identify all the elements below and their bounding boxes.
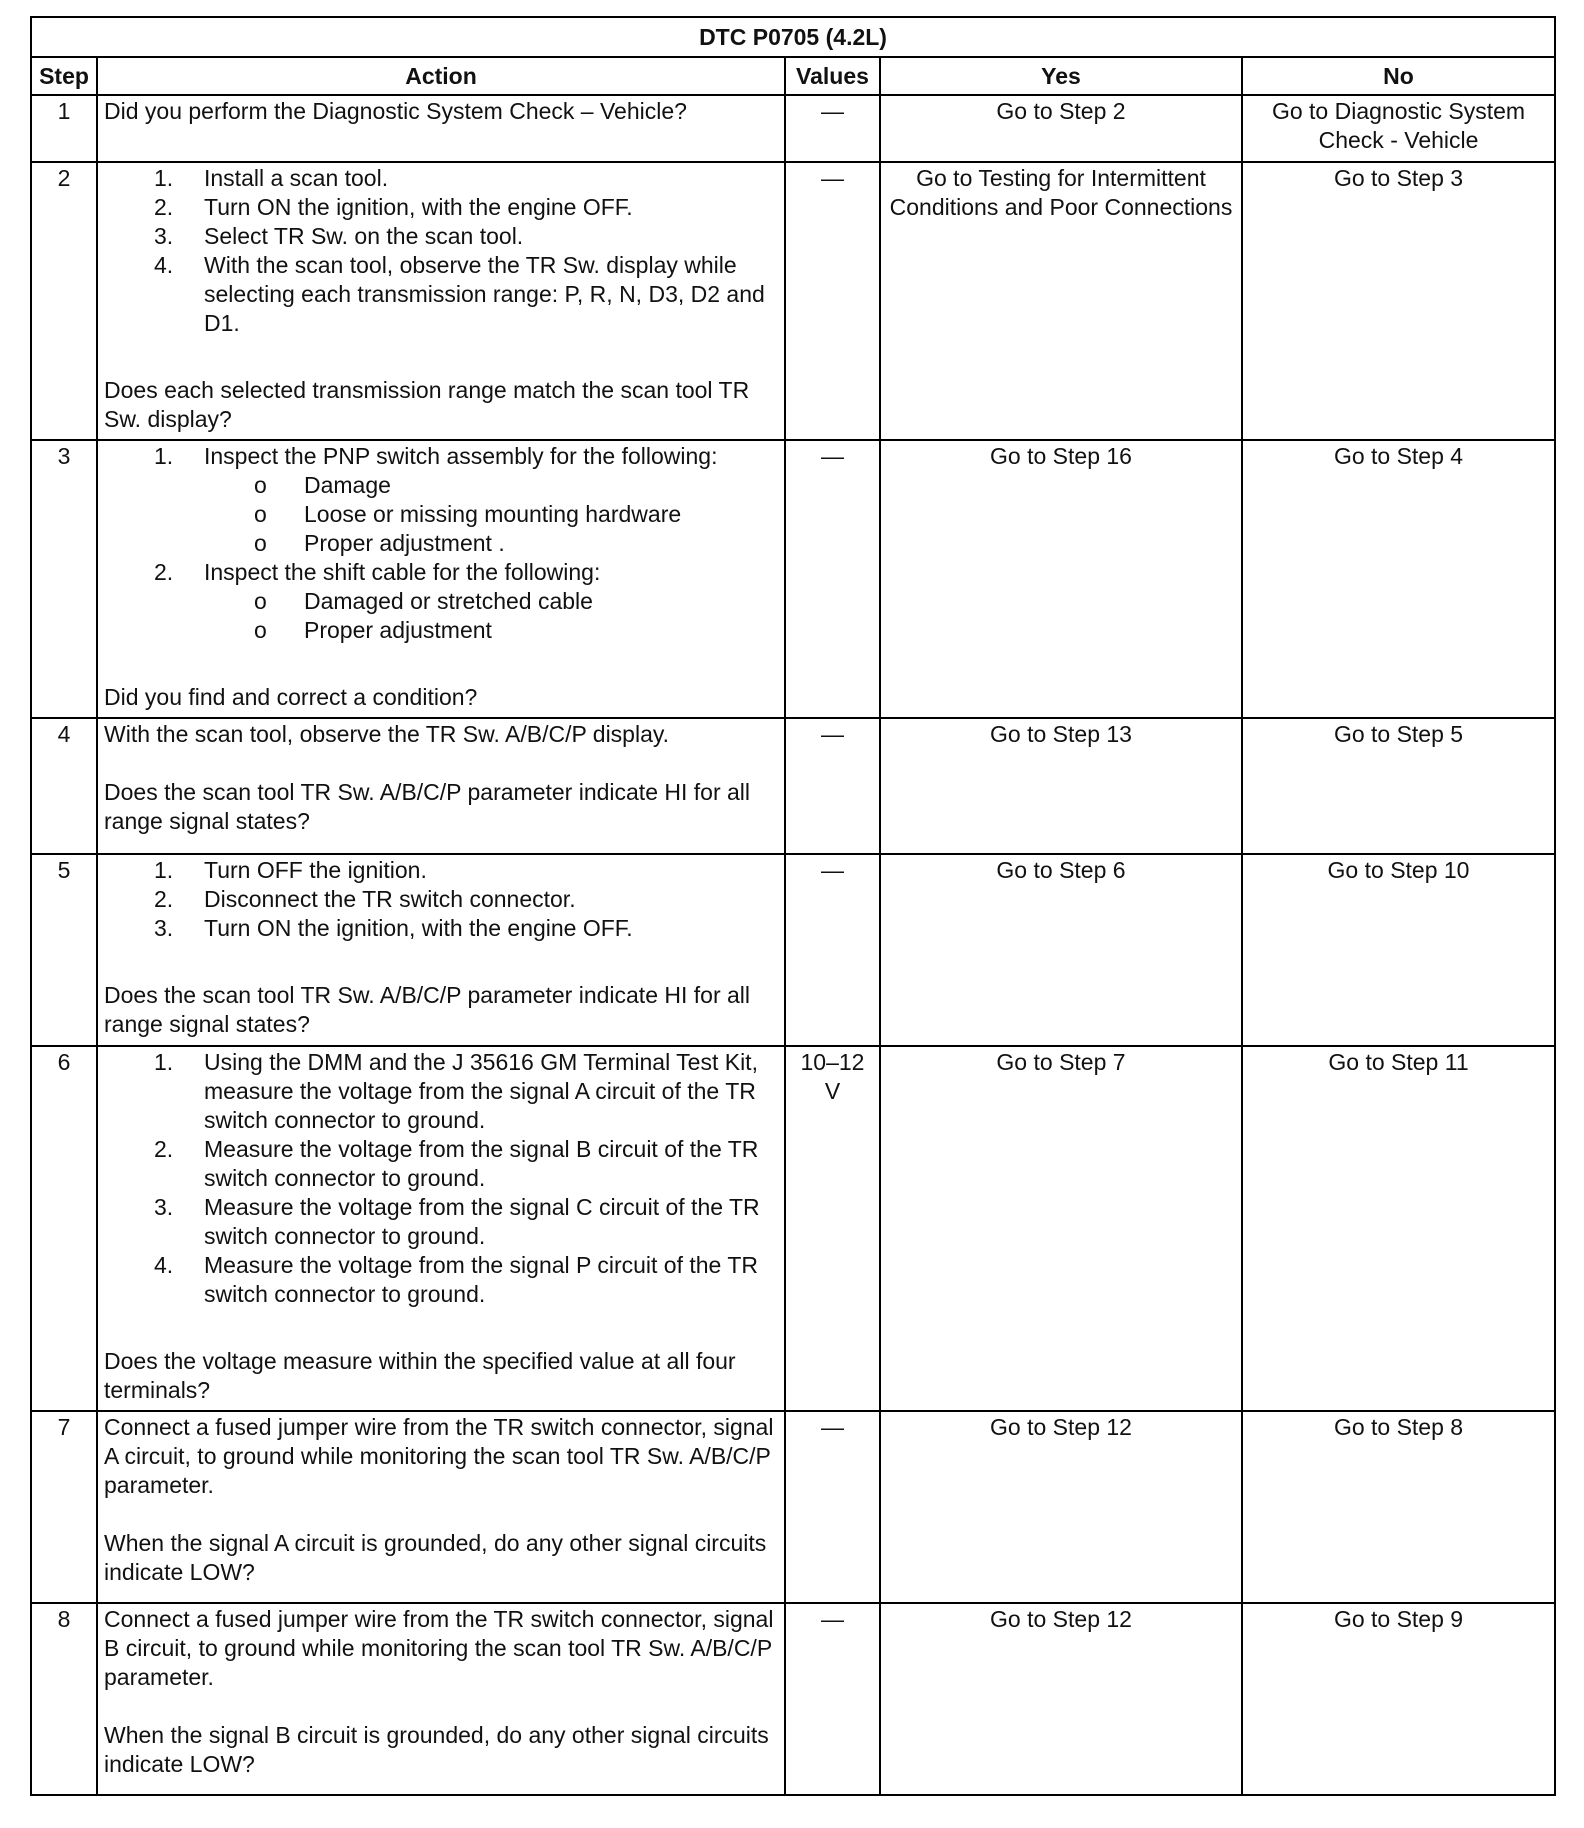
action-cell [97, 854, 785, 1046]
action-cell [97, 1603, 785, 1795]
action-cell [97, 1411, 785, 1603]
bullet-icon: o [254, 472, 267, 498]
list-number: 1. [154, 165, 174, 191]
header-action: Action [97, 57, 785, 95]
spacer [104, 1500, 778, 1529]
step-number: 1 [31, 95, 97, 162]
sub-list-item [204, 587, 778, 616]
table-title: DTC P0705 (4.2L) [31, 17, 1555, 57]
step-number: 6 [31, 1046, 97, 1411]
action-list-item [104, 193, 778, 222]
step-number: 8 [31, 1603, 97, 1795]
step-number: 4 [31, 718, 97, 854]
action-question: When the signal B circuit is grounded, do any other signal circuits indicate LOW? [104, 1722, 769, 1777]
action-intro: With the scan tool, observe the TR Sw. A/B/C/P display. [104, 721, 670, 747]
table-row [31, 854, 1555, 1046]
list-text: Using the DMM and the J 35616 GM Terminal Test Kit, measure the voltage from the signal A circuit of the TR switch connector to ground. [204, 1049, 758, 1133]
action-list-item [104, 442, 778, 558]
list-text: Measure the voltage from the signal C circuit of the TR switch connector to ground. [204, 1194, 760, 1249]
sub-list [204, 587, 778, 645]
spacer [104, 338, 778, 376]
sub-list [204, 471, 778, 558]
list-text: Inspect the PNP switch assembly for the following: [204, 443, 718, 469]
yes-cell: Go to Step 12 [880, 1411, 1242, 1603]
yes-cell: Go to Step 13 [880, 718, 1242, 854]
table-row [31, 1046, 1555, 1411]
step-number: 5 [31, 854, 97, 1046]
action-list [104, 164, 778, 338]
action-list-item [104, 1193, 778, 1251]
bullet-icon: o [254, 530, 267, 556]
list-text: Disconnect the TR switch connector. [204, 886, 576, 912]
sub-list-item [204, 616, 778, 645]
list-text: Turn OFF the ignition. [204, 857, 427, 883]
bullet-icon: o [254, 588, 267, 614]
header-no: No [1242, 57, 1555, 95]
list-number: 4. [154, 1252, 174, 1278]
list-text: Measure the voltage from the signal P circuit of the TR switch connector to ground. [204, 1252, 758, 1307]
no-cell: Go to Step 4 [1242, 440, 1555, 718]
header-yes: Yes [880, 57, 1242, 95]
bullet-icon: o [254, 617, 267, 643]
values-cell: — [785, 440, 880, 718]
no-cell: Go to Diagnostic System Check - Vehicle [1242, 95, 1555, 162]
spacer [104, 749, 778, 778]
action-list-item [104, 222, 778, 251]
action-question: Does the scan tool TR Sw. A/B/C/P parameter indicate HI for all range signal states? [104, 982, 751, 1037]
no-cell: Go to Step 11 [1242, 1046, 1555, 1411]
list-text: Inspect the shift cable for the following: [204, 559, 601, 585]
yes-cell: Go to Step 16 [880, 440, 1242, 718]
action-cell [97, 440, 785, 718]
action-list-item [104, 1048, 778, 1135]
values-cell: — [785, 854, 880, 1046]
list-number: 3. [154, 1194, 174, 1220]
values-cell: — [785, 1603, 880, 1795]
values-cell: — [785, 95, 880, 162]
header-values: Values [785, 57, 880, 95]
list-number: 1. [154, 443, 174, 469]
list-text: Measure the voltage from the signal B circuit of the TR switch connector to ground. [204, 1136, 759, 1191]
action-list [104, 1048, 778, 1309]
list-number: 4. [154, 252, 174, 278]
list-number: 2. [154, 194, 174, 220]
header-step: Step [31, 57, 97, 95]
list-text: Turn ON the ignition, with the engine OFF. [204, 194, 633, 220]
list-number: 3. [154, 915, 174, 941]
action-list-item [104, 164, 778, 193]
list-text: With the scan tool, observe the TR Sw. display while selecting each transmission range: P, R, N, D3, D2 and D1. [204, 252, 765, 336]
no-cell: Go to Step 9 [1242, 1603, 1555, 1795]
action-list [104, 442, 778, 645]
yes-cell: Go to Testing for Intermittent Conditions and Poor Connections [880, 162, 1242, 440]
table-body [31, 95, 1555, 1795]
step-number: 2 [31, 162, 97, 440]
table-row [31, 1411, 1555, 1603]
sub-list-item [204, 471, 778, 500]
dtc-table [30, 16, 1556, 1796]
values-cell: — [785, 1411, 880, 1603]
action-cell [97, 95, 785, 162]
spacer [104, 943, 778, 981]
spacer [104, 1309, 778, 1347]
action-intro: Did you perform the Diagnostic System Check – Vehicle? [104, 98, 687, 124]
list-text: Turn ON the ignition, with the engine OFF. [204, 915, 633, 941]
table-row [31, 95, 1555, 162]
values-cell: — [785, 162, 880, 440]
table-row [31, 1603, 1555, 1795]
list-number: 2. [154, 886, 174, 912]
action-list-item [104, 856, 778, 885]
no-cell: Go to Step 10 [1242, 854, 1555, 1046]
sub-text: Loose or missing mounting hardware [304, 501, 682, 527]
action-question: Does the scan tool TR Sw. A/B/C/P parameter indicate HI for all range signal states? [104, 779, 751, 834]
action-cell [97, 162, 785, 440]
step-number: 7 [31, 1411, 97, 1603]
values-cell: — [785, 718, 880, 854]
spacer [104, 645, 778, 683]
yes-cell: Go to Step 12 [880, 1603, 1242, 1795]
no-cell: Go to Step 3 [1242, 162, 1555, 440]
spacer [104, 1692, 778, 1721]
yes-cell: Go to Step 2 [880, 95, 1242, 162]
sub-text: Proper adjustment [304, 617, 492, 643]
sub-list-item [204, 500, 778, 529]
yes-cell: Go to Step 7 [880, 1046, 1242, 1411]
list-text: Install a scan tool. [204, 165, 389, 191]
action-cell [97, 1046, 785, 1411]
sub-text: Damage [304, 472, 391, 498]
list-number: 1. [154, 1049, 174, 1075]
table-row [31, 718, 1555, 854]
list-number: 2. [154, 559, 174, 585]
list-text: Select TR Sw. on the scan tool. [204, 223, 524, 249]
action-cell [97, 718, 785, 854]
action-question: When the signal A circuit is grounded, do any other signal circuits indicate LOW? [104, 1530, 767, 1585]
table-row [31, 440, 1555, 718]
table-row [31, 162, 1555, 440]
action-list [104, 856, 778, 943]
action-question: Does the voltage measure within the specified value at all four terminals? [104, 1348, 736, 1403]
no-cell: Go to Step 5 [1242, 718, 1555, 854]
action-list-item [104, 251, 778, 338]
action-question: Did you find and correct a condition? [104, 684, 478, 710]
bullet-icon: o [254, 501, 267, 527]
sub-text: Damaged or stretched cable [304, 588, 593, 614]
action-list-item [104, 1251, 778, 1309]
sub-text: Proper adjustment . [304, 530, 505, 556]
action-list-item [104, 1135, 778, 1193]
no-cell: Go to Step 8 [1242, 1411, 1555, 1603]
step-number: 3 [31, 440, 97, 718]
yes-cell: Go to Step 6 [880, 854, 1242, 1046]
action-intro: Connect a fused jumper wire from the TR switch connector, signal B circuit, to ground while monitoring the scan tool TR Sw. A/B/C/P parameter. [104, 1606, 774, 1690]
action-list-item [104, 558, 778, 645]
sub-list-item [204, 529, 778, 558]
action-list-item [104, 885, 778, 914]
action-list-item [104, 914, 778, 943]
values-cell: 10–12 V [785, 1046, 880, 1411]
list-number: 1. [154, 857, 174, 883]
action-intro: Connect a fused jumper wire from the TR switch connector, signal A circuit, to ground while monitoring the scan tool TR Sw. A/B/C/P parameter. [104, 1414, 774, 1498]
action-question: Does each selected transmission range match the scan tool TR Sw. display? [104, 377, 750, 432]
list-number: 3. [154, 223, 174, 249]
list-number: 2. [154, 1136, 174, 1162]
